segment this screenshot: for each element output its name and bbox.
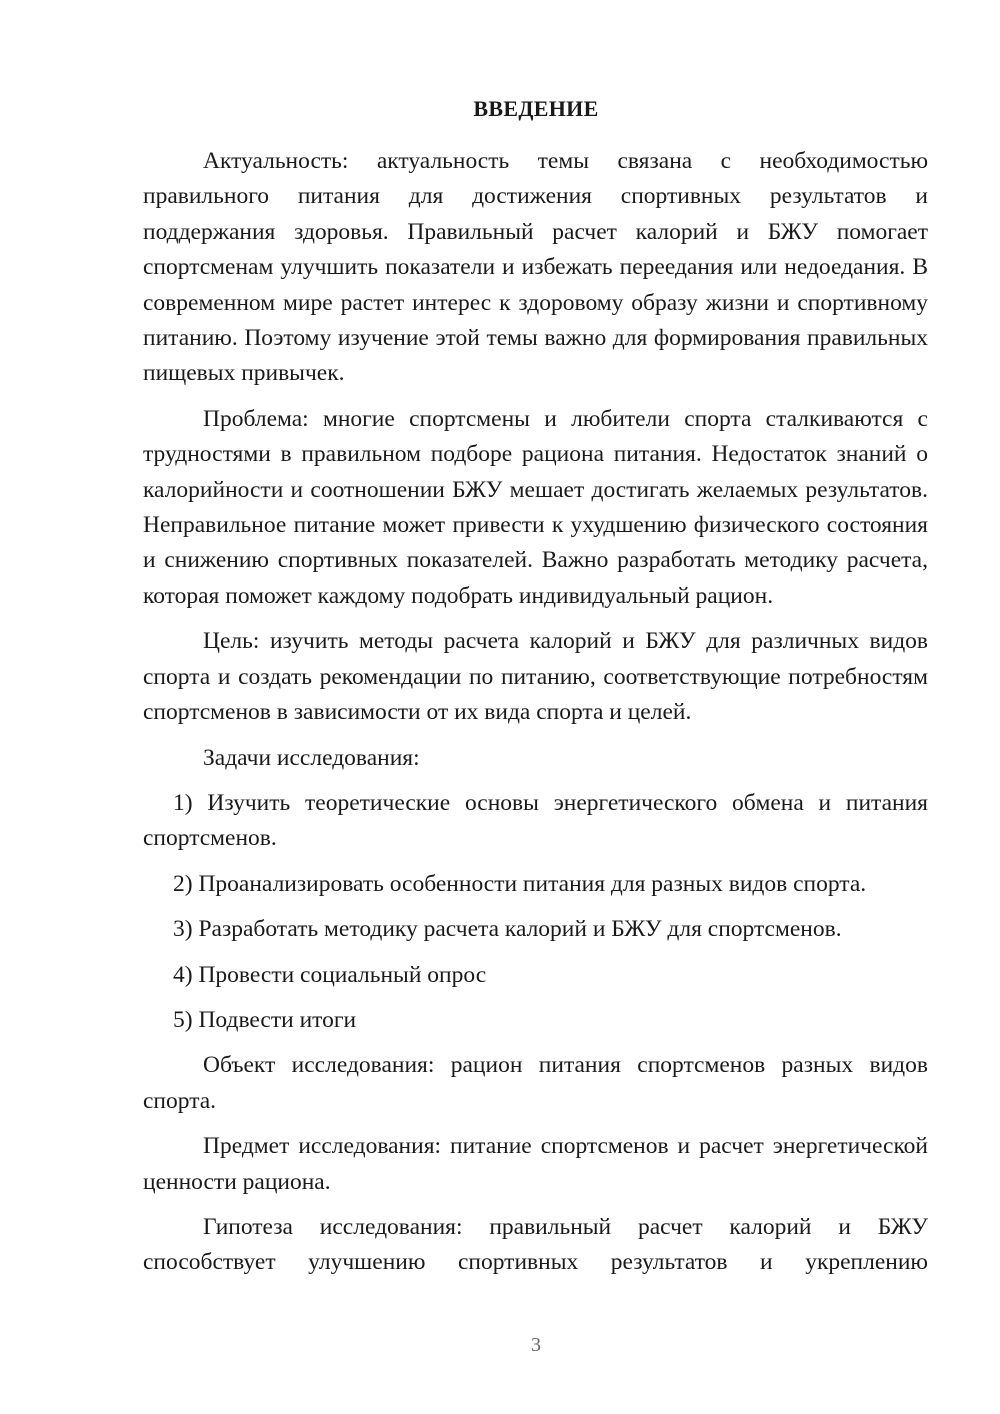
hypothesis-paragraph: Гипотеза исследования: правильный расчет калорий и БЖУ способствует улучшению спортивных результатов и укреплению	[143, 1213, 928, 1276]
task-item-1: 1) Изучить теоретические основы энергетического обмена и питания спортсменов.	[143, 789, 928, 852]
problem-paragraph: Проблема: многие спортсмены и любители спорта сталкиваются с трудностями в правильном подборе рациона питания. Недостаток знаний о калорийности и соотношении БЖУ мешает достигать желаемых результатов. Неправильное питание может привести к ухудшению физического состояния и снижению спортивных показателей. Важно разработать методику расчета, которая поможет каждому подобрать индивидуальный рацион.	[143, 405, 928, 609]
body-text	[143, 144, 928, 1291]
tasks-heading: Задачи исследования:	[203, 744, 420, 771]
goal-paragraph: Цель: изучить методы расчета калорий и БЖУ для различных видов спорта и создать рекомендации по питанию, соответствующие потребностям спортсменов в зависимости от их вида спорта и целей.	[143, 628, 928, 726]
relevance-paragraph: Актуальность: актуальность темы связана с необходимостью правильного питания для достижения спортивных результатов и поддержания здоровья. Правильный расчет калорий и БЖУ помогает спортсменам улучшить показатели и избежать переедания или недоедания. В современном мире растет интерес к здоровому образу жизни и спортивному питанию. Поэтому изучение этой темы важно для формирования правильных пищевых привычек.	[143, 148, 928, 387]
task-item-5: 5) Подвести итоги	[173, 1006, 357, 1033]
page-number: 3	[531, 1334, 541, 1356]
section-heading: ВВЕДЕНИЕ	[473, 96, 599, 121]
object-paragraph: Объект исследования: рацион питания спортсменов разных видов спорта.	[143, 1052, 928, 1114]
task-item-3: 3) Разработать методику расчета калорий и БЖУ для спортсменов.	[173, 916, 842, 943]
task-item-2: 2) Проанализировать особенности питания для разных видов спорта.	[173, 870, 867, 897]
subject-paragraph: Предмет исследования: питание спортсменов и расчет энергетической ценности рациона.	[143, 1133, 928, 1195]
task-item-4: 4) Провести социальный опрос	[173, 961, 487, 988]
